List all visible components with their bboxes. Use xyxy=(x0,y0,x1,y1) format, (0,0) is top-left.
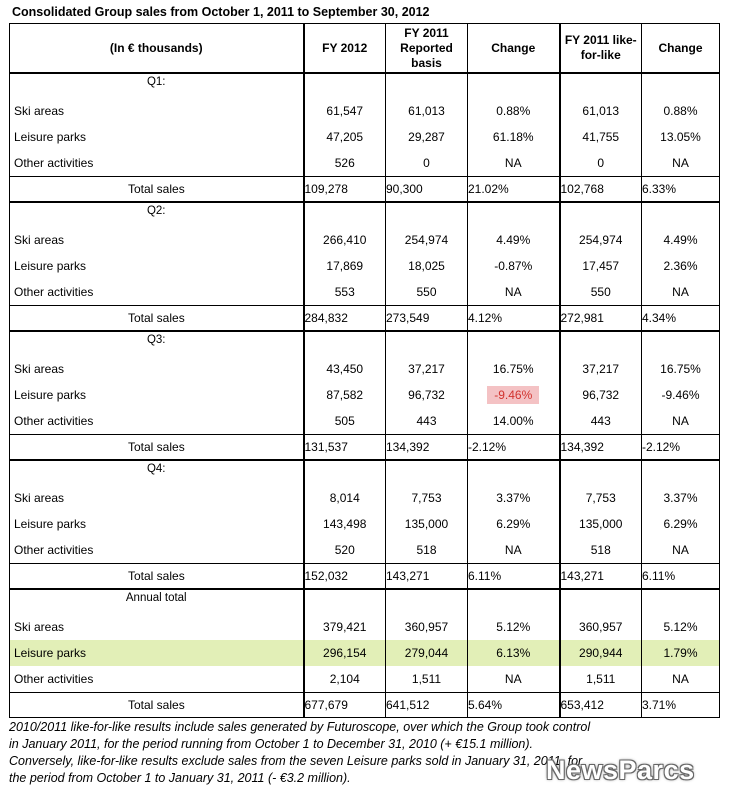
section-label: Q3: xyxy=(10,331,304,356)
section-empty-cell xyxy=(468,331,560,356)
row-label: Leisure parks xyxy=(10,124,304,150)
change-lfl-cell: NA xyxy=(642,408,720,435)
total-fy2011-reported-cell: 143,271 xyxy=(386,564,468,590)
section-label: Q2: xyxy=(10,202,304,227)
change-cell: NA xyxy=(468,150,560,177)
fy2011-lfl-cell: 443 xyxy=(560,408,642,435)
row-label: Ski areas xyxy=(10,356,304,382)
fy2011-reported-cell: 1,511 xyxy=(386,666,468,693)
fy2011-reported-cell: 37,217 xyxy=(386,356,468,382)
total-fy2011-lfl-cell: 134,392 xyxy=(560,435,642,461)
row-label: Ski areas xyxy=(10,485,304,511)
section-empty-cell xyxy=(642,73,720,98)
sales-table xyxy=(9,23,720,718)
section-empty-cell xyxy=(560,73,642,98)
section-empty-cell xyxy=(304,331,386,356)
change-cell: 0.88% xyxy=(468,98,560,124)
highlighted-change-cell xyxy=(468,382,560,408)
fy2011-reported-cell: 279,044 xyxy=(386,640,468,666)
header-change: Change xyxy=(468,24,560,74)
total-fy2011-lfl-cell: 143,271 xyxy=(560,564,642,590)
fy2011-lfl-cell: 0 xyxy=(560,150,642,177)
fy2011-lfl-cell: 96,732 xyxy=(560,382,642,408)
row-label: Leisure parks xyxy=(10,640,304,666)
table-row xyxy=(10,485,720,511)
section-empty-cell xyxy=(468,589,560,614)
total-change-cell: 5.64% xyxy=(468,693,560,718)
total-change-cell: 6.11% xyxy=(468,564,560,590)
fy2012-cell: 61,547 xyxy=(304,98,386,124)
total-row xyxy=(10,306,720,332)
total-fy2011-lfl-cell: 272,981 xyxy=(560,306,642,332)
fy2012-cell: 17,869 xyxy=(304,253,386,279)
fy2011-lfl-cell: 61,013 xyxy=(560,98,642,124)
change-lfl-cell: NA xyxy=(642,666,720,693)
section-label: Q1: xyxy=(10,73,304,98)
section-empty-cell xyxy=(304,73,386,98)
total-change-cell: 4.12% xyxy=(468,306,560,332)
total-fy2012-cell: 109,278 xyxy=(304,177,386,203)
fy2012-cell: 505 xyxy=(304,408,386,435)
table-row xyxy=(10,253,720,279)
total-change-cell: 21.02% xyxy=(468,177,560,203)
fy2012-cell: 87,582 xyxy=(304,382,386,408)
fy2012-cell: 43,450 xyxy=(304,356,386,382)
fy2011-reported-cell: 518 xyxy=(386,537,468,564)
change-cell: 16.75% xyxy=(468,356,560,382)
change-cell: NA xyxy=(468,279,560,306)
change-cell: -0.87% xyxy=(468,253,560,279)
fy2012-cell: 143,498 xyxy=(304,511,386,537)
footnote-line: the period from October 1 to January 31, 2011 (- €3.2 million). xyxy=(9,771,351,785)
table-row xyxy=(10,227,720,253)
total-change-lfl-cell: 6.11% xyxy=(642,564,720,590)
fy2011-lfl-cell: 254,974 xyxy=(560,227,642,253)
change-cell: NA xyxy=(468,666,560,693)
section-empty-cell xyxy=(468,202,560,227)
fy2011-lfl-cell: 290,944 xyxy=(560,640,642,666)
section-label: Annual total xyxy=(10,589,304,614)
header-fy2011-like-for-like: FY 2011 like- for-like xyxy=(560,24,642,74)
total-fy2011-reported-cell: 90,300 xyxy=(386,177,468,203)
fy2012-cell: 296,154 xyxy=(304,640,386,666)
change-cell: 6.29% xyxy=(468,511,560,537)
total-fy2012-cell: 152,032 xyxy=(304,564,386,590)
fy2011-reported-cell: 29,287 xyxy=(386,124,468,150)
change-cell: 6.13% xyxy=(468,640,560,666)
fy2012-cell: 379,421 xyxy=(304,614,386,640)
change-lfl-cell: NA xyxy=(642,150,720,177)
fy2012-cell: 526 xyxy=(304,150,386,177)
section-header-row xyxy=(10,202,720,227)
table-row xyxy=(10,666,720,693)
table-title: Consolidated Group sales from October 1, 2011 to September 30, 2012 xyxy=(12,5,430,19)
fy2012-cell: 266,410 xyxy=(304,227,386,253)
total-row xyxy=(10,435,720,461)
section-empty-cell xyxy=(468,460,560,485)
fy2011-reported-cell: 96,732 xyxy=(386,382,468,408)
change-cell: 4.49% xyxy=(468,227,560,253)
fy2012-cell: 553 xyxy=(304,279,386,306)
section-empty-cell xyxy=(642,460,720,485)
fy2011-lfl-cell: 1,511 xyxy=(560,666,642,693)
fy2011-reported-cell: 135,000 xyxy=(386,511,468,537)
table-row xyxy=(10,382,720,408)
table-row xyxy=(10,511,720,537)
section-empty-cell xyxy=(386,202,468,227)
change-lfl-cell: NA xyxy=(642,537,720,564)
total-fy2011-reported-cell: 134,392 xyxy=(386,435,468,461)
row-label: Other activities xyxy=(10,279,304,306)
header-label: (In € thousands) xyxy=(10,24,304,74)
change-cell: NA xyxy=(468,537,560,564)
total-row xyxy=(10,564,720,590)
watermark-text: NewsParcs xyxy=(546,755,695,785)
row-label: Other activities xyxy=(10,537,304,564)
section-header-row xyxy=(10,460,720,485)
footnote-line: Conversely, like-for-like results exclude sales from the seven Leisure parks sold in January 31, 2011, for xyxy=(9,754,583,768)
footnote-line: in January 2011, for the period running from October 1 to December 31, 2010 (+ €15.1 million). xyxy=(9,737,534,751)
fy2011-lfl-cell: 360,957 xyxy=(560,614,642,640)
section-empty-cell xyxy=(386,73,468,98)
total-fy2012-cell: 131,537 xyxy=(304,435,386,461)
section-empty-cell xyxy=(304,202,386,227)
total-change-lfl-cell: 3.71% xyxy=(642,693,720,718)
row-label: Other activities xyxy=(10,408,304,435)
total-row xyxy=(10,693,720,718)
fy2011-reported-cell: 61,013 xyxy=(386,98,468,124)
fy2011-lfl-cell: 135,000 xyxy=(560,511,642,537)
fy2011-reported-cell: 360,957 xyxy=(386,614,468,640)
header-fy2011-reported: FY 2011 Reported basis xyxy=(386,24,468,74)
total-change-lfl-cell: 4.34% xyxy=(642,306,720,332)
change-lfl-cell: 13.05% xyxy=(642,124,720,150)
change-lfl-cell: -9.46% xyxy=(642,382,720,408)
total-label: Total sales xyxy=(10,564,304,590)
table-row xyxy=(10,614,720,640)
total-change-lfl-cell: -2.12% xyxy=(642,435,720,461)
change-cell: 3.37% xyxy=(468,485,560,511)
table-row xyxy=(10,356,720,382)
row-label: Ski areas xyxy=(10,98,304,124)
total-fy2012-cell: 677,679 xyxy=(304,693,386,718)
negative-change-highlight: -9.46% xyxy=(487,386,539,404)
change-cell: 61.18% xyxy=(468,124,560,150)
total-label: Total sales xyxy=(10,693,304,718)
section-empty-cell xyxy=(642,202,720,227)
section-label: Q4: xyxy=(10,460,304,485)
row-label: Ski areas xyxy=(10,614,304,640)
section-header-row xyxy=(10,331,720,356)
change-cell: 14.00% xyxy=(468,408,560,435)
section-empty-cell xyxy=(560,331,642,356)
change-lfl-cell: 0.88% xyxy=(642,98,720,124)
section-empty-cell xyxy=(468,73,560,98)
total-row xyxy=(10,177,720,203)
fy2011-lfl-cell: 41,755 xyxy=(560,124,642,150)
header-row xyxy=(10,24,720,74)
fy2011-reported-cell: 443 xyxy=(386,408,468,435)
fy2011-lfl-cell: 518 xyxy=(560,537,642,564)
row-label: Other activities xyxy=(10,666,304,693)
section-empty-cell xyxy=(642,331,720,356)
row-label: Other activities xyxy=(10,150,304,177)
total-label: Total sales xyxy=(10,435,304,461)
row-label: Leisure parks xyxy=(10,382,304,408)
section-empty-cell xyxy=(560,202,642,227)
section-empty-cell xyxy=(386,589,468,614)
fy2012-cell: 2,104 xyxy=(304,666,386,693)
fy2011-reported-cell: 254,974 xyxy=(386,227,468,253)
footnote-line: 2010/2011 like-for-like results include sales generated by Futuroscope, over which the Group took control xyxy=(9,720,591,734)
table-row xyxy=(10,537,720,564)
table-row xyxy=(10,124,720,150)
change-lfl-cell: 6.29% xyxy=(642,511,720,537)
section-empty-cell xyxy=(386,331,468,356)
change-lfl-cell: NA xyxy=(642,279,720,306)
total-label: Total sales xyxy=(10,177,304,203)
change-lfl-cell: 5.12% xyxy=(642,614,720,640)
total-label: Total sales xyxy=(10,306,304,332)
fy2011-lfl-cell: 550 xyxy=(560,279,642,306)
change-lfl-cell: 3.37% xyxy=(642,485,720,511)
total-fy2012-cell: 284,832 xyxy=(304,306,386,332)
fy2011-reported-cell: 550 xyxy=(386,279,468,306)
header-change-like-for-like: Change xyxy=(642,24,720,74)
fy2012-cell: 8,014 xyxy=(304,485,386,511)
fy2011-lfl-cell: 17,457 xyxy=(560,253,642,279)
table-row xyxy=(10,98,720,124)
fy2011-lfl-cell: 37,217 xyxy=(560,356,642,382)
section-empty-cell xyxy=(304,589,386,614)
fy2011-reported-cell: 18,025 xyxy=(386,253,468,279)
row-label: Leisure parks xyxy=(10,511,304,537)
total-fy2011-lfl-cell: 653,412 xyxy=(560,693,642,718)
row-label: Ski areas xyxy=(10,227,304,253)
total-change-cell: -2.12% xyxy=(468,435,560,461)
total-change-lfl-cell: 6.33% xyxy=(642,177,720,203)
change-lfl-cell: 1.79% xyxy=(642,640,720,666)
row-label: Leisure parks xyxy=(10,253,304,279)
section-empty-cell xyxy=(386,460,468,485)
table-row xyxy=(10,279,720,306)
total-fy2011-lfl-cell: 102,768 xyxy=(560,177,642,203)
fy2011-lfl-cell: 7,753 xyxy=(560,485,642,511)
table-row xyxy=(10,150,720,177)
section-empty-cell xyxy=(642,589,720,614)
fy2012-cell: 47,205 xyxy=(304,124,386,150)
header-fy2012: FY 2012 xyxy=(304,24,386,74)
change-lfl-cell: 2.36% xyxy=(642,253,720,279)
change-lfl-cell: 4.49% xyxy=(642,227,720,253)
newsparcs-watermark xyxy=(546,755,726,793)
change-lfl-cell: 16.75% xyxy=(642,356,720,382)
fy2012-cell: 520 xyxy=(304,537,386,564)
table-row xyxy=(10,640,720,666)
section-empty-cell xyxy=(304,460,386,485)
table-row xyxy=(10,408,720,435)
section-empty-cell xyxy=(560,460,642,485)
section-header-row xyxy=(10,73,720,98)
fy2011-reported-cell: 7,753 xyxy=(386,485,468,511)
change-cell: 5.12% xyxy=(468,614,560,640)
section-empty-cell xyxy=(560,589,642,614)
total-fy2011-reported-cell: 273,549 xyxy=(386,306,468,332)
fy2011-reported-cell: 0 xyxy=(386,150,468,177)
section-header-row xyxy=(10,589,720,614)
total-fy2011-reported-cell: 641,512 xyxy=(386,693,468,718)
